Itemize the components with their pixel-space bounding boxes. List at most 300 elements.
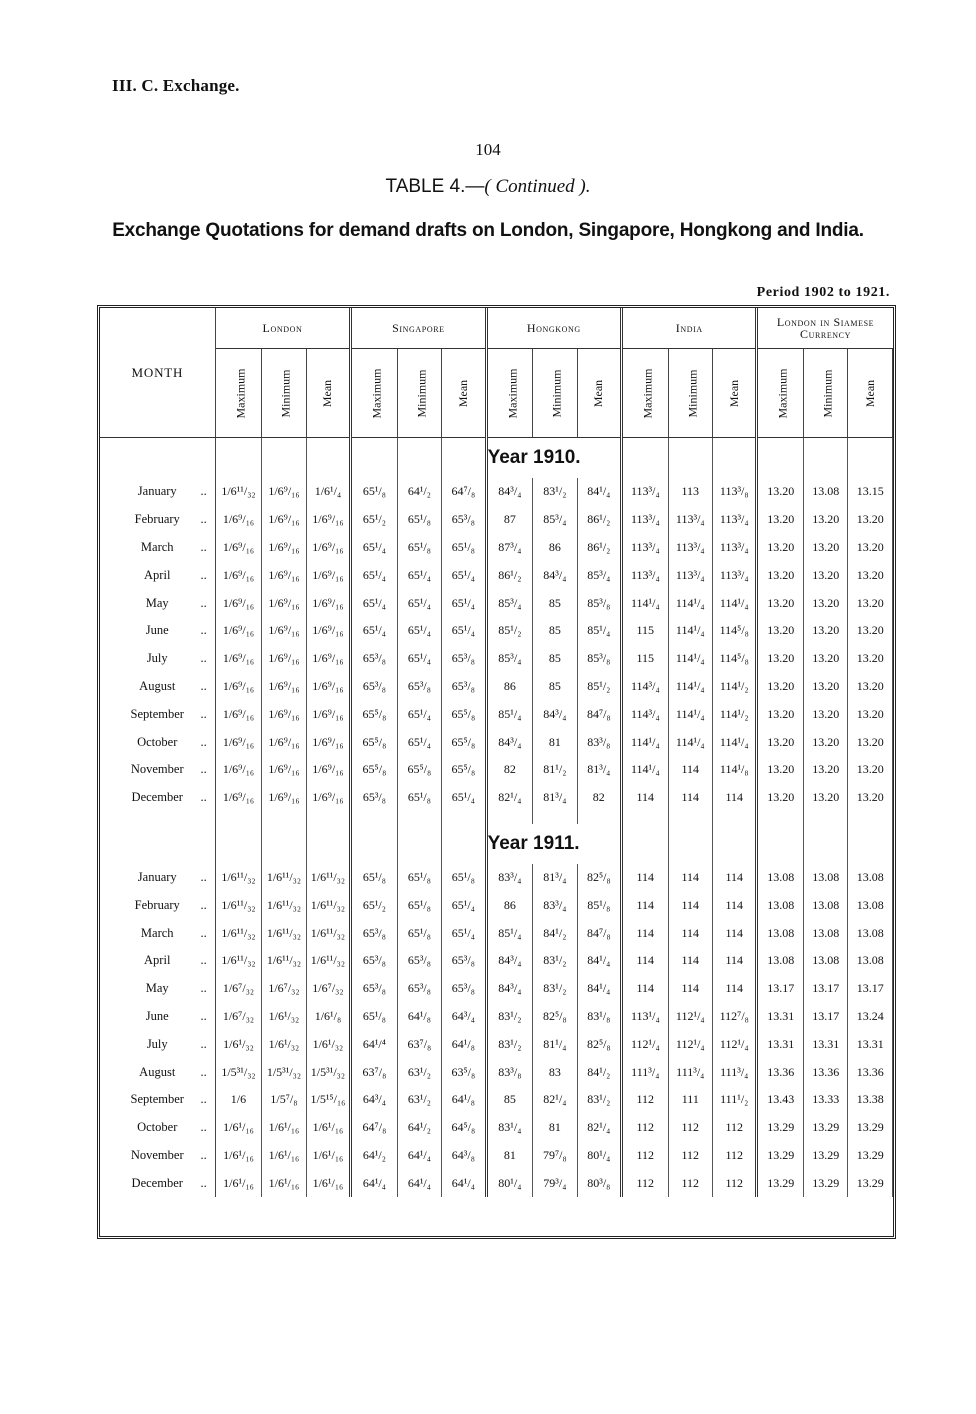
value-cell: 13.20 <box>848 728 893 756</box>
value-cell: 64¹/₂ <box>397 478 441 506</box>
blank-cell <box>577 812 621 824</box>
value-cell: 113³/₄ <box>713 506 757 534</box>
value-cell: 65³/₈ <box>351 673 397 701</box>
value-cell: 13.36 <box>757 1058 803 1086</box>
blank-cell <box>533 812 577 824</box>
value-cell: 112¹/₄ <box>622 1030 668 1058</box>
value-cell: 114 <box>713 919 757 947</box>
table-row <box>100 506 893 534</box>
value-cell: 13.20 <box>757 617 803 645</box>
value-cell: 112 <box>622 1086 668 1114</box>
value-cell: 64⁵/₈ <box>442 1114 487 1142</box>
value-cell: 112 <box>622 1114 668 1142</box>
value-cell: 13.08 <box>803 864 847 892</box>
subheader-maximum <box>351 349 397 438</box>
blank-cell <box>757 824 803 864</box>
month-label: June <box>145 1008 169 1023</box>
value-cell: 113³/₄ <box>668 534 712 562</box>
table-row <box>100 756 893 784</box>
subheader-label: Mean <box>726 379 741 407</box>
month-cell <box>100 1086 215 1114</box>
blank-cell <box>262 438 306 479</box>
section-heading: III. C. Exchange. <box>112 76 240 95</box>
table-row <box>100 1142 893 1170</box>
value-cell: 114¹/₄ <box>668 645 712 673</box>
value-cell: 85¹/₂ <box>577 673 621 701</box>
value-cell: 114¹/₄ <box>713 728 757 756</box>
value-cell: 64¹/⁴ <box>351 1030 397 1058</box>
value-cell: 1/6⁹/₁₆ <box>215 645 261 673</box>
month-cell <box>100 673 215 701</box>
value-cell: 85³/₈ <box>577 589 621 617</box>
leader-dots: .. <box>200 981 207 996</box>
blank-cell <box>351 824 397 864</box>
value-cell: 13.20 <box>757 645 803 673</box>
value-cell: 84¹/₄ <box>577 975 621 1003</box>
value-cell: 13.20 <box>803 589 847 617</box>
subheader-label: Maximum <box>505 368 520 418</box>
value-cell: 65¹/₈ <box>397 506 441 534</box>
value-cell: 64¹/₄ <box>351 1169 397 1197</box>
value-cell: 1/6¹¹/₃₂ <box>215 919 261 947</box>
value-cell: 111 <box>668 1086 712 1114</box>
month-label: March <box>140 539 174 554</box>
value-cell: 114⁵/₈ <box>713 617 757 645</box>
spacer-row <box>100 812 893 824</box>
month-label: January <box>137 869 177 884</box>
subheader-label: Minimum <box>549 368 564 418</box>
value-cell: 64⁷/₈ <box>442 478 487 506</box>
value-cell: 65¹/₈ <box>397 864 441 892</box>
value-cell: 113³/₄ <box>622 534 668 562</box>
value-cell: 112 <box>713 1142 757 1170</box>
value-cell: 65³/₈ <box>442 947 487 975</box>
value-cell: 13.36 <box>803 1058 847 1086</box>
value-cell: 65¹/₄ <box>397 645 441 673</box>
value-cell: 1/6⁹/₁₆ <box>306 617 350 645</box>
value-cell: 13.20 <box>803 645 847 673</box>
blank-cell <box>100 438 215 479</box>
table-row <box>100 645 893 673</box>
value-cell: 13.29 <box>848 1169 893 1197</box>
value-cell: 1/5³¹/₃₂ <box>306 1058 350 1086</box>
blank-cell <box>486 812 532 824</box>
value-cell: 114¹/₄ <box>622 728 668 756</box>
value-cell: 85 <box>533 673 577 701</box>
blank-cell <box>442 438 487 479</box>
value-cell: 115 <box>622 617 668 645</box>
value-cell: 84³/₄ <box>486 975 532 1003</box>
value-cell: 114³/₄ <box>622 700 668 728</box>
value-cell: 13.20 <box>803 506 847 534</box>
value-cell: 1/6⁹/₁₆ <box>306 561 350 589</box>
value-cell: 81³/₄ <box>577 756 621 784</box>
month-cell <box>100 1058 215 1086</box>
table-title-main: TABLE 4.— <box>385 176 485 197</box>
value-cell: 65³/₈ <box>351 919 397 947</box>
value-cell: 114 <box>668 947 712 975</box>
value-cell: 65³/₈ <box>442 506 487 534</box>
month-label: December <box>131 1175 183 1190</box>
value-cell: 85³/₄ <box>486 589 532 617</box>
month-label: October <box>137 1120 178 1135</box>
value-cell: 113 <box>668 478 712 506</box>
blank-cell <box>215 824 261 864</box>
value-cell: 64¹/₂ <box>351 1142 397 1170</box>
value-cell: 113³/₄ <box>713 534 757 562</box>
table-row <box>100 478 893 506</box>
value-cell: 84³/₄ <box>486 478 532 506</box>
month-cell <box>100 617 215 645</box>
blank-cell <box>306 824 350 864</box>
value-cell: 65³/₈ <box>397 975 441 1003</box>
value-cell: 64¹/₈ <box>442 1086 487 1114</box>
value-cell: 86¹/₂ <box>486 561 532 589</box>
month-cell <box>100 478 215 506</box>
month-label: May <box>145 595 169 610</box>
blank-cell <box>848 812 893 824</box>
value-cell: 13.20 <box>803 561 847 589</box>
value-cell: 1/6⁷/₃₂ <box>306 975 350 1003</box>
value-cell: 83³/₈ <box>486 1058 532 1086</box>
value-cell: 65¹/₈ <box>351 864 397 892</box>
blank-cell <box>262 824 306 864</box>
value-cell: 65³/₈ <box>397 947 441 975</box>
value-cell: 1/6⁹/₁₆ <box>215 561 261 589</box>
value-cell: 13.20 <box>803 784 847 812</box>
subheader-label: Minimum <box>820 368 835 418</box>
value-cell: 1/6¹/₁₆ <box>306 1114 350 1142</box>
value-cell: 1/6⁹/₁₆ <box>306 756 350 784</box>
value-cell: 84¹/₂ <box>577 1058 621 1086</box>
year-heading-row <box>100 438 893 479</box>
value-cell: 1/6⁹/₁₆ <box>306 534 350 562</box>
table-body <box>100 438 893 1198</box>
value-cell: 1/6⁹/₁₆ <box>215 784 261 812</box>
value-cell: 1/6⁹/₁₆ <box>215 534 261 562</box>
subheader-minimum <box>533 349 577 438</box>
value-cell: 65¹/₄ <box>351 534 397 562</box>
value-cell: 65¹/₈ <box>351 478 397 506</box>
value-cell: 65¹/₄ <box>442 561 487 589</box>
value-cell: 63⁷/₈ <box>397 1030 441 1058</box>
value-cell: 85 <box>533 589 577 617</box>
year-heading-row <box>100 824 893 864</box>
value-cell: 65¹/₄ <box>397 700 441 728</box>
leader-dots: .. <box>200 1092 207 1107</box>
value-cell: 85³/₈ <box>577 645 621 673</box>
value-cell: 63⁷/₈ <box>351 1058 397 1086</box>
table-row <box>100 700 893 728</box>
value-cell: 114 <box>713 864 757 892</box>
value-cell: 13.20 <box>757 506 803 534</box>
value-cell: 114⁵/₈ <box>713 645 757 673</box>
group-header-india: India <box>622 308 757 349</box>
value-cell: 83¹/₂ <box>486 1030 532 1058</box>
value-cell: 85³/₄ <box>577 561 621 589</box>
value-cell: 65¹/₈ <box>442 864 487 892</box>
value-cell: 1/6¹¹/₃₂ <box>215 864 261 892</box>
value-cell: 114¹/₂ <box>713 673 757 701</box>
value-cell: 65¹/₄ <box>442 891 487 919</box>
value-cell: 1/6¹¹/₃₂ <box>306 864 350 892</box>
subheader-label: Maximum <box>640 368 655 418</box>
value-cell: 83¹/₂ <box>533 478 577 506</box>
value-cell: 13.20 <box>757 673 803 701</box>
table-row <box>100 589 893 617</box>
value-cell: 1/6⁹/₁₆ <box>262 784 306 812</box>
value-cell: 114 <box>668 756 712 784</box>
blank-cell <box>713 812 757 824</box>
month-label: September <box>130 1092 184 1107</box>
value-cell: 81 <box>533 1114 577 1142</box>
value-cell: 1/6⁹/₁₆ <box>306 673 350 701</box>
subheader-label: Maximum <box>369 368 384 418</box>
blank-cell <box>306 438 350 479</box>
value-cell: 13.20 <box>848 673 893 701</box>
month-cell <box>100 756 215 784</box>
value-cell: 114 <box>668 891 712 919</box>
value-cell: 64¹/₄ <box>442 1169 487 1197</box>
value-cell: 1/6¹/₁₆ <box>215 1142 261 1170</box>
month-label: October <box>137 734 178 749</box>
value-cell: 64⁷/₈ <box>351 1114 397 1142</box>
value-cell: 84¹/₄ <box>577 947 621 975</box>
table-row <box>100 1169 893 1197</box>
value-cell: 65¹/₈ <box>397 784 441 812</box>
value-cell: 113¹/₄ <box>622 1003 668 1031</box>
value-cell: 1/6⁹/₁₆ <box>262 617 306 645</box>
value-cell: 1/5¹⁵/₁₆ <box>306 1086 350 1114</box>
value-cell: 64³/₄ <box>351 1086 397 1114</box>
leader-dots: .. <box>200 762 207 777</box>
value-cell: 82¹/₄ <box>577 1114 621 1142</box>
value-cell: 85¹/₄ <box>486 919 532 947</box>
leader-dots: .. <box>200 790 207 805</box>
value-cell: 83³/₈ <box>577 728 621 756</box>
subheader-label: Maximum <box>775 368 790 418</box>
subheader-minimum <box>803 349 847 438</box>
value-cell: 13.20 <box>848 561 893 589</box>
value-cell: 1/6⁷/₃₂ <box>215 1003 261 1031</box>
leader-dots: .. <box>200 925 207 940</box>
value-cell: 1/5³¹/₃₂ <box>215 1058 261 1086</box>
subheader-mean <box>306 349 350 438</box>
month-label: November <box>130 762 184 777</box>
value-cell: 65¹/₄ <box>397 561 441 589</box>
value-cell: 64¹/₈ <box>397 1003 441 1031</box>
value-cell: 13.08 <box>803 478 847 506</box>
table-row <box>100 891 893 919</box>
value-cell: 1/6⁹/₁₆ <box>262 561 306 589</box>
value-cell: 84³/₄ <box>533 561 577 589</box>
month-cell <box>100 1169 215 1197</box>
leader-dots: .. <box>200 651 207 666</box>
value-cell: 112¹/₄ <box>668 1030 712 1058</box>
value-cell: 1/6⁹/₁₆ <box>306 645 350 673</box>
value-cell: 65³/₈ <box>397 673 441 701</box>
table-row <box>100 947 893 975</box>
blank-cell <box>803 812 847 824</box>
month-label: March <box>140 925 174 940</box>
leader-dots: .. <box>200 734 207 749</box>
value-cell: 64¹/₄ <box>397 1142 441 1170</box>
value-cell: 1/6¹/₃₂ <box>262 1030 306 1058</box>
subheader-mean <box>713 349 757 438</box>
value-cell: 1/6⁹/₁₆ <box>306 784 350 812</box>
table-row <box>100 673 893 701</box>
blank-cell <box>442 812 487 824</box>
value-cell: 13.08 <box>757 947 803 975</box>
value-cell: 81¹/₂ <box>533 756 577 784</box>
leader-dots: .. <box>200 897 207 912</box>
value-cell: 84¹/₄ <box>577 478 621 506</box>
value-cell: 83¹/₂ <box>486 1003 532 1031</box>
value-cell: 13.20 <box>848 506 893 534</box>
subheader-label: Minimum <box>685 368 700 418</box>
value-cell: 1/6⁹/₁₆ <box>215 728 261 756</box>
value-cell: 87³/₄ <box>486 534 532 562</box>
month-label: July <box>146 651 168 666</box>
value-cell: 114 <box>668 919 712 947</box>
value-cell: 1/5³¹/₃₂ <box>262 1058 306 1086</box>
month-cell <box>100 506 215 534</box>
value-cell: 1/6¹¹/₃₂ <box>306 947 350 975</box>
value-cell: 13.33 <box>803 1086 847 1114</box>
month-cell <box>100 947 215 975</box>
value-cell: 114 <box>622 784 668 812</box>
value-cell: 112 <box>668 1114 712 1142</box>
value-cell: 1/5⁷/₈ <box>262 1086 306 1114</box>
value-cell: 13.08 <box>803 891 847 919</box>
month-cell <box>100 534 215 562</box>
value-cell: 87 <box>486 506 532 534</box>
value-cell: 13.20 <box>757 561 803 589</box>
value-cell: 83¹/₂ <box>533 975 577 1003</box>
value-cell: 79³/₄ <box>533 1169 577 1197</box>
value-cell: 65¹/₈ <box>351 1003 397 1031</box>
value-cell: 113³/₄ <box>622 478 668 506</box>
value-cell: 65⁵/₈ <box>442 756 487 784</box>
value-cell: 112 <box>668 1142 712 1170</box>
value-cell: 1/6⁹/₁₆ <box>262 728 306 756</box>
value-cell: 114 <box>713 947 757 975</box>
value-cell: 114¹/₂ <box>713 700 757 728</box>
value-cell: 65⁵/₈ <box>397 756 441 784</box>
value-cell: 111³/₄ <box>668 1058 712 1086</box>
value-cell: 65³/₈ <box>442 673 487 701</box>
group-header-singapore: Singapore <box>351 308 486 349</box>
value-cell: 13.31 <box>757 1003 803 1031</box>
month-label: May <box>145 981 169 996</box>
subheader-minimum <box>397 349 441 438</box>
value-cell: 82⁵/₈ <box>577 864 621 892</box>
value-cell: 112 <box>668 1169 712 1197</box>
blank-cell <box>622 812 668 824</box>
blank-cell <box>306 812 350 824</box>
blank-cell <box>442 824 487 864</box>
value-cell: 63¹/₂ <box>397 1086 441 1114</box>
value-cell: 1/6⁹/₁₆ <box>306 700 350 728</box>
value-cell: 1/6⁹/₁₆ <box>262 589 306 617</box>
value-cell: 1/6¹/₃₂ <box>262 1003 306 1031</box>
value-cell: 1/6⁹/₁₆ <box>306 506 350 534</box>
value-cell: 114 <box>668 975 712 1003</box>
value-cell: 13.08 <box>757 864 803 892</box>
value-cell: 1/6¹/₁₆ <box>306 1142 350 1170</box>
value-cell: 13.08 <box>803 919 847 947</box>
value-cell: 65³/₈ <box>442 975 487 1003</box>
month-label: August <box>139 678 176 693</box>
value-cell: 82⁵/₈ <box>533 1003 577 1031</box>
value-cell: 80¹/₄ <box>577 1142 621 1170</box>
value-cell: 114 <box>713 784 757 812</box>
subheader-maximum <box>486 349 532 438</box>
value-cell: 86¹/₂ <box>577 506 621 534</box>
value-cell: 13.24 <box>848 1003 893 1031</box>
value-cell: 64¹/₈ <box>442 1030 487 1058</box>
value-cell: 81³/₄ <box>533 784 577 812</box>
month-cell <box>100 645 215 673</box>
value-cell: 13.31 <box>757 1030 803 1058</box>
leader-dots: .. <box>200 539 207 554</box>
value-cell: 1/6¹/₃₂ <box>215 1030 261 1058</box>
value-cell: 1/6⁷/₃₂ <box>215 975 261 1003</box>
subheader-label: Mean <box>455 379 470 407</box>
month-cell <box>100 864 215 892</box>
value-cell: 1/6⁹/₁₆ <box>215 700 261 728</box>
value-cell: 65¹/₂ <box>351 506 397 534</box>
value-cell: 114¹/₄ <box>713 589 757 617</box>
value-cell: 13.36 <box>848 1058 893 1086</box>
blank-cell <box>622 824 668 864</box>
table-row <box>100 1058 893 1086</box>
table-row <box>100 1114 893 1142</box>
value-cell: 85¹/₂ <box>486 617 532 645</box>
value-cell: 85³/₄ <box>486 645 532 673</box>
subheader-label: Minimum <box>278 368 293 418</box>
value-cell: 13.20 <box>803 617 847 645</box>
value-cell: 13.20 <box>757 728 803 756</box>
table-row <box>100 919 893 947</box>
value-cell: 65¹/₈ <box>397 534 441 562</box>
value-cell: 13.20 <box>848 645 893 673</box>
value-cell: 113³/₄ <box>713 561 757 589</box>
subheader-maximum <box>757 349 803 438</box>
month-cell <box>100 700 215 728</box>
value-cell: 114¹/₄ <box>668 673 712 701</box>
value-cell: 13.31 <box>848 1030 893 1058</box>
value-cell: 65¹/₂ <box>351 891 397 919</box>
value-cell: 65¹/₈ <box>397 891 441 919</box>
month-label: July <box>146 1036 168 1051</box>
value-cell: 82 <box>486 756 532 784</box>
value-cell: 65⁵/₈ <box>351 728 397 756</box>
value-cell: 81 <box>486 1142 532 1170</box>
value-cell: 65³/₈ <box>351 784 397 812</box>
value-cell: 114¹/₄ <box>668 589 712 617</box>
subheader-minimum <box>668 349 712 438</box>
value-cell: 114 <box>713 891 757 919</box>
blank-cell <box>803 824 847 864</box>
value-cell: 1/6⁹/₁₆ <box>262 673 306 701</box>
value-cell: 65¹/₄ <box>442 589 487 617</box>
month-cell <box>100 1030 215 1058</box>
value-cell: 13.29 <box>803 1142 847 1170</box>
value-cell: 65¹/₈ <box>442 534 487 562</box>
blank-cell <box>713 438 757 479</box>
value-cell: 13.20 <box>848 589 893 617</box>
